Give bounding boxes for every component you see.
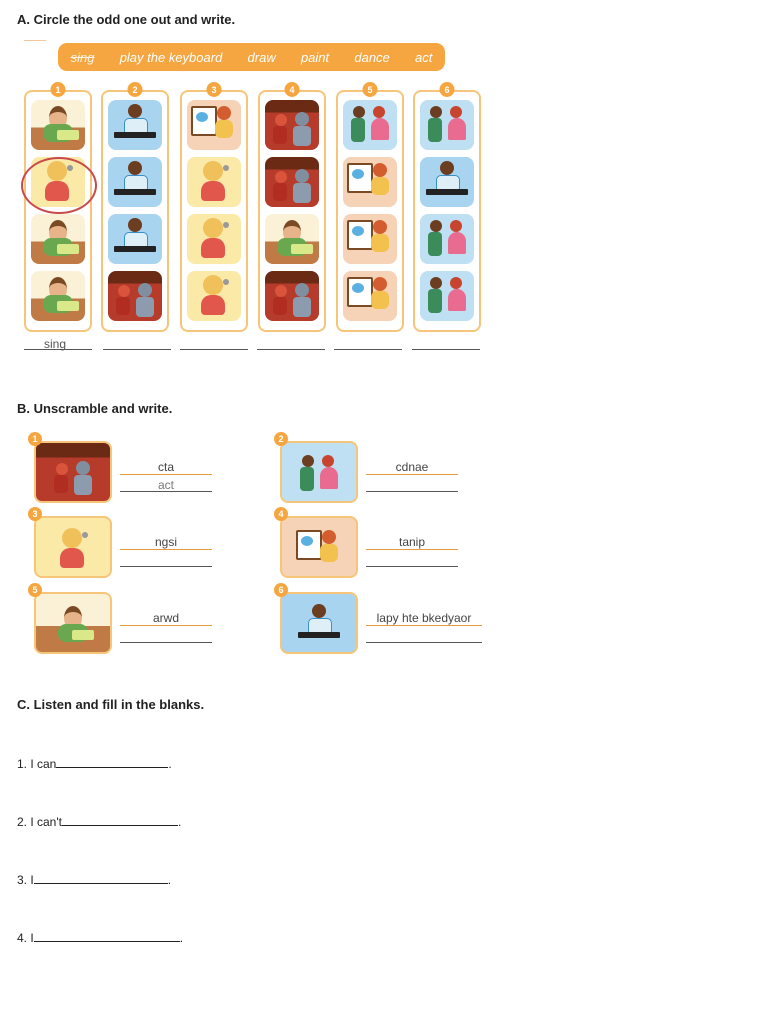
figure-shape bbox=[312, 604, 326, 618]
figure-shape bbox=[351, 118, 365, 142]
picture-column bbox=[258, 84, 326, 332]
figure-shape bbox=[273, 183, 287, 201]
figure-shape bbox=[320, 467, 338, 489]
activity-picture[interactable] bbox=[265, 271, 319, 321]
answer-text: act bbox=[157, 478, 174, 492]
figure-shape bbox=[116, 297, 130, 315]
item-number: 2 bbox=[274, 432, 288, 446]
activity-picture[interactable] bbox=[108, 157, 162, 207]
figure-shape bbox=[430, 106, 442, 118]
scrambled-underline bbox=[120, 549, 212, 550]
figure-shape bbox=[196, 112, 208, 122]
figure-shape bbox=[114, 246, 156, 252]
figure-shape bbox=[322, 455, 334, 467]
picture-column bbox=[180, 84, 248, 332]
scrambled-underline bbox=[366, 625, 482, 626]
figure-shape bbox=[62, 528, 82, 548]
activity-picture[interactable] bbox=[420, 100, 474, 150]
column-number: 2 bbox=[128, 82, 143, 97]
item-number: 5 bbox=[28, 583, 42, 597]
activity-picture[interactable] bbox=[265, 100, 319, 150]
activity-picture bbox=[280, 516, 358, 578]
figure-shape bbox=[273, 126, 287, 144]
answer-line[interactable] bbox=[103, 349, 171, 350]
figure-shape bbox=[426, 189, 468, 195]
figure-shape bbox=[293, 297, 311, 317]
picture-column bbox=[413, 84, 481, 332]
activity-picture bbox=[280, 592, 358, 654]
activity-picture[interactable] bbox=[31, 271, 85, 321]
item-number: 4 bbox=[274, 507, 288, 521]
word-bank-item: act bbox=[415, 49, 433, 65]
sentence-suffix: . bbox=[167, 873, 172, 887]
figure-shape bbox=[373, 277, 387, 291]
figure-shape bbox=[223, 279, 229, 285]
answer-line[interactable] bbox=[120, 566, 212, 567]
sentence-suffix: . bbox=[168, 757, 172, 771]
figure-shape bbox=[57, 130, 79, 140]
activity-picture[interactable] bbox=[108, 214, 162, 264]
figure-shape bbox=[293, 126, 311, 146]
picture-column bbox=[336, 84, 404, 332]
sentence-suffix: . bbox=[177, 815, 182, 829]
figure-shape bbox=[54, 475, 68, 493]
figure-shape bbox=[203, 275, 223, 295]
figure-shape bbox=[373, 220, 387, 234]
figure-shape bbox=[201, 295, 225, 315]
figure-shape bbox=[352, 169, 364, 179]
figure-shape bbox=[291, 244, 313, 254]
activity-picture bbox=[34, 592, 112, 654]
figure-shape bbox=[57, 244, 79, 254]
activity-picture[interactable] bbox=[108, 271, 162, 321]
activity-picture[interactable] bbox=[187, 271, 241, 321]
column-number: 3 bbox=[207, 82, 222, 97]
figure-shape bbox=[353, 106, 365, 118]
figure-shape bbox=[440, 161, 454, 175]
figure-shape bbox=[320, 544, 338, 562]
figure-shape bbox=[371, 177, 389, 195]
figure-shape bbox=[215, 120, 233, 138]
activity-picture[interactable] bbox=[265, 214, 319, 264]
figure-shape bbox=[223, 165, 229, 171]
answer-line[interactable] bbox=[366, 491, 458, 492]
figure-shape bbox=[322, 530, 336, 544]
figure-shape bbox=[74, 475, 92, 495]
answer-line[interactable] bbox=[366, 642, 482, 643]
section-c-heading: C. Listen and fill in the blanks. bbox=[17, 697, 205, 712]
figure-shape bbox=[114, 189, 156, 195]
figure-shape bbox=[371, 291, 389, 309]
figure-shape bbox=[301, 536, 313, 546]
answer-line[interactable] bbox=[334, 349, 402, 350]
activity-picture[interactable] bbox=[187, 100, 241, 150]
fill-in-sentence bbox=[17, 931, 183, 945]
activity-picture[interactable] bbox=[265, 157, 319, 207]
figure-shape bbox=[371, 234, 389, 252]
item-number: 6 bbox=[274, 583, 288, 597]
figure-shape bbox=[217, 106, 231, 120]
answer-line[interactable] bbox=[412, 349, 480, 350]
figure-shape bbox=[273, 297, 287, 315]
section-b-heading: B. Unscramble and write. bbox=[17, 401, 173, 416]
figure-shape bbox=[371, 118, 389, 140]
activity-picture[interactable] bbox=[343, 157, 397, 207]
answer-text: sing bbox=[44, 337, 67, 351]
activity-picture bbox=[34, 516, 112, 578]
fill-in-sentence bbox=[17, 873, 171, 887]
figure-shape bbox=[275, 285, 287, 297]
figure-shape bbox=[428, 118, 442, 142]
figure-shape bbox=[373, 163, 387, 177]
fill-in-sentence bbox=[17, 815, 181, 829]
figure-shape bbox=[118, 285, 130, 297]
sentence-prefix: 2. I can't bbox=[17, 815, 62, 829]
scrambled-underline bbox=[366, 549, 458, 550]
activity-picture[interactable] bbox=[108, 100, 162, 150]
figure-shape bbox=[448, 289, 466, 311]
blank-line[interactable] bbox=[56, 757, 168, 768]
activity-picture[interactable] bbox=[420, 214, 474, 264]
column-number: 6 bbox=[440, 82, 455, 97]
activity-picture bbox=[280, 441, 358, 503]
figure-shape bbox=[128, 104, 142, 118]
activity-picture[interactable] bbox=[31, 100, 85, 150]
figure-shape bbox=[203, 218, 223, 238]
figure-shape bbox=[57, 301, 79, 311]
answer-line[interactable] bbox=[120, 642, 212, 643]
activity-picture[interactable] bbox=[343, 100, 397, 150]
figure-shape bbox=[201, 181, 225, 201]
scrambled-word: arwd bbox=[152, 611, 179, 625]
figure-shape bbox=[448, 232, 466, 254]
activity-picture[interactable] bbox=[187, 157, 241, 207]
activity-picture[interactable] bbox=[420, 271, 474, 321]
figure-shape bbox=[428, 232, 442, 256]
activity-picture[interactable] bbox=[343, 214, 397, 264]
fill-in-sentence bbox=[17, 757, 172, 771]
figure-shape bbox=[450, 220, 462, 232]
figure-shape bbox=[76, 461, 90, 475]
column-number: 1 bbox=[51, 82, 66, 97]
scrambled-underline bbox=[120, 625, 212, 626]
word-bank-item: sing bbox=[70, 49, 95, 65]
sentence-prefix: 3. I bbox=[17, 873, 34, 887]
scrambled-word: lapy hte bkedyaor bbox=[376, 611, 472, 625]
sentence-prefix: 4. I bbox=[17, 931, 34, 945]
figure-shape bbox=[114, 132, 156, 138]
activity-picture[interactable] bbox=[343, 271, 397, 321]
blank-line[interactable] bbox=[62, 815, 178, 826]
answer-line[interactable] bbox=[180, 349, 248, 350]
figure-shape bbox=[302, 455, 314, 467]
answer-line[interactable] bbox=[257, 349, 325, 350]
figure-shape bbox=[373, 106, 385, 118]
scrambled-word: ngsi bbox=[154, 535, 177, 549]
scrambled-word: cta bbox=[157, 460, 174, 474]
decorative-tick bbox=[24, 40, 46, 41]
figure-shape bbox=[298, 632, 340, 638]
figure-shape bbox=[293, 183, 311, 203]
figure-shape bbox=[448, 118, 466, 140]
figure-shape bbox=[275, 114, 287, 126]
activity-picture[interactable] bbox=[420, 157, 474, 207]
figure-shape bbox=[60, 548, 84, 568]
blank-line[interactable] bbox=[34, 873, 168, 884]
figure-shape bbox=[223, 222, 229, 228]
figure-shape bbox=[72, 630, 94, 640]
blank-line[interactable] bbox=[34, 931, 180, 942]
scrambled-word: cdnae bbox=[395, 460, 429, 474]
figure-shape bbox=[295, 169, 309, 183]
word-bank-item: dance bbox=[354, 49, 390, 65]
answer-line[interactable] bbox=[366, 566, 458, 567]
figure-shape bbox=[138, 283, 152, 297]
figure-shape bbox=[450, 106, 462, 118]
figure-shape bbox=[275, 171, 287, 183]
activity-picture[interactable] bbox=[31, 214, 85, 264]
word-bank-item: paint bbox=[300, 49, 330, 65]
figure-shape bbox=[201, 238, 225, 258]
figure-shape bbox=[300, 467, 314, 491]
activity-picture[interactable] bbox=[187, 214, 241, 264]
figure-shape bbox=[352, 226, 364, 236]
figure-shape bbox=[56, 463, 68, 475]
figure-shape bbox=[128, 161, 142, 175]
scrambled-word: tanip bbox=[398, 535, 426, 549]
figure-shape bbox=[430, 277, 442, 289]
section-a-heading: A. Circle the odd one out and write. bbox=[17, 12, 236, 27]
figure-shape bbox=[82, 532, 88, 538]
sentence-prefix: 1. I can bbox=[17, 757, 57, 771]
word-bank-item: draw bbox=[247, 49, 276, 65]
item-number: 3 bbox=[28, 507, 42, 521]
sentence-suffix: . bbox=[179, 931, 184, 945]
word-bank bbox=[58, 43, 445, 71]
column-number: 5 bbox=[363, 82, 378, 97]
figure-shape bbox=[203, 161, 223, 181]
figure-shape bbox=[128, 218, 142, 232]
picture-column bbox=[101, 84, 169, 332]
item-number: 1 bbox=[28, 432, 42, 446]
scrambled-underline bbox=[366, 474, 458, 475]
column-number: 4 bbox=[285, 82, 300, 97]
figure-shape bbox=[352, 283, 364, 293]
figure-shape bbox=[430, 220, 442, 232]
scrambled-underline bbox=[120, 474, 212, 475]
activity-picture bbox=[34, 441, 112, 503]
figure-shape bbox=[295, 283, 309, 297]
figure-shape bbox=[136, 297, 154, 317]
odd-one-out-circle bbox=[21, 157, 97, 214]
figure-shape bbox=[450, 277, 462, 289]
word-bank-item: play the keyboard bbox=[119, 49, 223, 65]
figure-shape bbox=[295, 112, 309, 126]
figure-shape bbox=[428, 289, 442, 313]
